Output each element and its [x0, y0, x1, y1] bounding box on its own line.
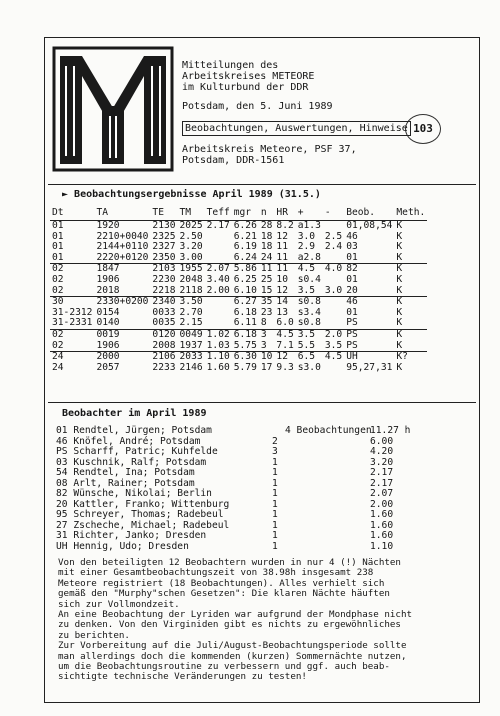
table-row: [50, 253, 427, 264]
table-cell: 3.50: [179, 296, 203, 308]
table-cell: [323, 363, 344, 374]
table-cell: 01: [346, 306, 358, 318]
observer-name: 08 Arlt, Rainer; Potsdam: [56, 477, 195, 489]
table-cell: a2.8: [297, 251, 321, 263]
table-cell: 6.11: [233, 317, 257, 329]
observer-count: 1: [272, 519, 278, 531]
table-cell: 35: [260, 296, 273, 308]
table-cell: 13: [276, 306, 288, 318]
table-cell: 6.10: [233, 284, 257, 296]
observer-name: 95 Schreyer, Thomas; Radebeul: [56, 509, 224, 520]
table-cell: 01: [52, 230, 64, 242]
table-cell: 2330+0200: [96, 296, 149, 308]
results-table: [50, 206, 427, 373]
table-cell: [323, 253, 344, 264]
observer-count: 2: [272, 435, 278, 447]
table-cell: 2230: [152, 273, 176, 285]
table-cell: 5.79: [233, 361, 257, 373]
table-cell: [205, 308, 232, 319]
table-cell: 3.5: [297, 284, 316, 296]
p3-line: man allerdings doch die kommenden (kurzen) Sommernächte nutzen,: [58, 650, 407, 662]
observer-hours: 11.27 h: [370, 425, 411, 436]
header-line-2: Arbeitskreises METEORE: [182, 71, 315, 82]
table-cell: 3: [260, 339, 267, 351]
observer-count: 1: [272, 509, 278, 520]
table-cell: [205, 242, 232, 253]
col-teff: Teff: [205, 206, 232, 221]
table-cell: 2130: [152, 220, 176, 231]
observer-hours: 2.07: [370, 488, 394, 499]
observer-name: 31 Richter, Janko; Dresden: [56, 530, 207, 541]
table-cell: 18: [260, 241, 273, 253]
table-cell: [205, 253, 232, 264]
observer-name: 82 Wünsche, Nikolai; Berlin: [56, 488, 212, 499]
table-cell: 3.0: [297, 230, 316, 242]
observer-hours: 4.20: [370, 446, 394, 457]
table-cell: 0120: [152, 328, 176, 340]
table-cell: 6.21: [233, 230, 257, 242]
table-cell: 24: [52, 361, 64, 373]
table-cell: 8: [260, 317, 267, 329]
col-beob: Beob.: [344, 206, 394, 221]
table-cell: 6.19: [233, 241, 257, 253]
table-cell: K: [396, 251, 403, 263]
table-cell: 0033: [152, 306, 176, 318]
table-cell: 6.25: [233, 273, 257, 285]
table-cell: 0049: [179, 328, 203, 340]
table-cell: [323, 308, 344, 319]
ak-meteore-logo: [52, 46, 174, 172]
table-cell: 02: [52, 263, 64, 275]
observer-count: 1: [272, 477, 278, 489]
col-plus: +: [296, 206, 323, 221]
table-cell: 2.17: [206, 220, 230, 231]
p1-line: mit einer Gesamtbeobachtungszeit von 38.98h insgesamt 238: [58, 567, 374, 579]
results-body: [50, 221, 427, 374]
table-cell: 3.5: [324, 339, 343, 351]
table-cell: 2220+0120: [96, 251, 149, 263]
table-cell: 2.00: [206, 284, 230, 296]
table-cell: 12: [276, 351, 288, 363]
table-cell: 25: [260, 273, 273, 285]
table-cell: 2327: [152, 241, 176, 253]
observer-count: 1: [272, 530, 278, 541]
table-cell: 0019: [96, 328, 120, 340]
table-cell: 15: [260, 284, 273, 296]
table-cell: 01: [52, 241, 64, 253]
table-cell: 12: [276, 230, 288, 242]
table-cell: 20: [346, 284, 358, 296]
table-cell: 11: [260, 263, 273, 275]
observer-name: 54 Rendtel, Ina; Potsdam: [56, 467, 195, 478]
table-cell: K: [396, 263, 403, 275]
table-cell: 2106: [152, 351, 176, 363]
observer-hours: 1.10: [370, 540, 394, 552]
table-cell: 2.50: [179, 230, 203, 242]
p1-line: Meteore registriert (18 Beobachtungen). Alles verhielt sich: [58, 577, 385, 589]
table-cell: K?: [396, 351, 408, 363]
table-cell: 2025: [179, 220, 203, 231]
results-title-text: Beobachtungsergebnisse April 1989 (31.5.): [74, 189, 321, 200]
observer-name: UH Hennig, Udo; Dresden: [56, 540, 189, 552]
table-cell: 14: [276, 296, 288, 308]
table-cell: 17: [260, 361, 273, 373]
table-cell: 2008: [152, 339, 176, 351]
col-meth: Meth.: [394, 206, 427, 221]
observer-hours: 6.00: [370, 435, 394, 447]
table-cell: 0140: [96, 317, 120, 329]
p1-line: sich zur Vollmondzeit.: [58, 598, 180, 610]
table-cell: 4.0: [324, 263, 343, 275]
header-address-2: Potsdam, DDR-1561: [182, 155, 285, 166]
observer-name: 03 Kuschnik, Ralf; Potsdam: [56, 456, 207, 468]
table-cell: 1847: [96, 263, 120, 275]
table-cell: s0.8: [297, 317, 321, 329]
table-cell: 31-2312: [52, 306, 93, 318]
table-cell: 23: [260, 306, 273, 318]
results-header-row: [50, 206, 427, 221]
table-cell: 2233: [152, 361, 176, 373]
observer-count: 3: [272, 446, 278, 457]
header-line-3: im Kulturbund der DDR: [182, 82, 309, 93]
p1-line: Von den beteiligten 12 Beobachtern wurden in nur 4 (!) Nächten: [58, 557, 401, 568]
p2-line: zu denken. Von den Virginiden gibt es nichts zu ergewöhnliches: [58, 619, 401, 631]
table-cell: K: [396, 317, 403, 329]
table-cell: 3.5: [297, 328, 316, 340]
table-cell: 3.20: [179, 241, 203, 253]
p1-line: gemäß den "Murphy"schen Gesetzen": Die klaren Nächte häuften: [58, 588, 390, 600]
table-row: [50, 329, 427, 340]
table-cell: 3.40: [206, 273, 230, 285]
observer-hours: 1.60: [370, 530, 394, 541]
table-cell: [323, 297, 344, 308]
table-cell: K: [396, 241, 403, 253]
table-cell: K: [396, 306, 403, 318]
p3-line: um die Beobachtungsroutine zu verbessern und ggf. auch beab-: [58, 661, 390, 673]
table-cell: 4.5: [276, 328, 294, 340]
table-cell: 95,27,31: [346, 361, 393, 373]
observer-count: 1: [272, 467, 278, 478]
table-cell: 2350: [152, 251, 176, 263]
observer-hours: 2.00: [370, 498, 394, 510]
table-cell: [205, 318, 232, 329]
table-cell: 1.02: [206, 328, 230, 340]
table-cell: 9.3: [276, 361, 294, 373]
table-cell: s0.8: [297, 296, 321, 308]
table-cell: 2146: [179, 361, 203, 373]
table-cell: 10: [276, 273, 288, 285]
table-cell: 1.03: [206, 339, 230, 351]
p3-line: Zur Vorbereitung auf die Juli/August-Beobachtungsperiode sollte: [58, 640, 407, 652]
col-tm: TM: [178, 206, 205, 221]
table-cell: 2118: [179, 284, 203, 296]
header-address-1: Arbeitskreis Meteore, PSF 37,: [182, 144, 357, 155]
table-cell: 6.24: [233, 251, 257, 263]
table-cell: 2.70: [179, 306, 203, 318]
observer-hours: 1.60: [370, 509, 394, 520]
table-cell: 1920: [96, 220, 120, 231]
table-cell: 02: [52, 339, 64, 351]
observer-hours: 2.17: [370, 477, 394, 489]
col-dt: Dt: [50, 206, 94, 221]
paragraph-1: [58, 558, 478, 683]
table-cell: 6.0: [276, 317, 294, 329]
table-cell: K: [396, 296, 403, 308]
table-cell: 2.15: [179, 317, 203, 329]
table-cell: 2.0: [324, 328, 343, 340]
table-cell: 01,08,54: [346, 220, 393, 231]
table-cell: 5.75: [233, 339, 257, 351]
table-cell: 2325: [152, 230, 176, 242]
table-row: [50, 275, 427, 286]
table-cell: 11: [276, 263, 288, 275]
observer-count-label: 4 Beobachtungen: [285, 425, 372, 436]
table-cell: 11: [276, 251, 288, 263]
table-cell: K: [396, 328, 403, 340]
table-cell: 01: [52, 220, 64, 231]
table-cell: 1955: [179, 263, 203, 275]
table-cell: K: [396, 220, 403, 231]
observer-hours: 3.20: [370, 456, 394, 468]
table-cell: 28: [260, 220, 273, 231]
table-cell: 2340: [152, 296, 176, 308]
table-cell: 4.5: [324, 351, 343, 363]
topics-box: Beobachtungen, Auswertungen, Hinweise: [182, 121, 411, 136]
table-cell: 2210+0040: [96, 230, 149, 242]
table-cell: a1.3: [297, 220, 321, 231]
table-cell: 6.5: [297, 351, 316, 363]
p2-line: zu berichten.: [58, 629, 130, 641]
table-cell: 0035: [152, 317, 176, 329]
table-cell: 6.26: [233, 220, 257, 231]
observer-name: 20 Kattler, Franko; Wittenburg: [56, 498, 230, 510]
table-cell: [205, 232, 232, 243]
table-cell: 2.5: [324, 230, 343, 242]
table-cell: [323, 275, 344, 286]
table-cell: 02: [52, 328, 64, 340]
table-cell: 1.60: [206, 361, 230, 373]
table-cell: 3.0: [324, 284, 343, 296]
table-cell: 01: [52, 251, 64, 263]
table-cell: 5.86: [233, 263, 257, 275]
observer-hours: 2.17: [370, 467, 394, 478]
observer-hours: 1.60: [370, 519, 394, 531]
table-cell: 8.2: [276, 220, 294, 231]
table-cell: 46: [346, 296, 358, 308]
table-cell: 1.10: [206, 351, 230, 363]
table-cell: 2103: [152, 263, 176, 275]
header-date: Potsdam, den 5. Juni 1989: [182, 101, 333, 112]
col-n: n: [259, 206, 275, 221]
table-cell: 3.00: [179, 251, 203, 263]
col-te: TE: [150, 206, 177, 221]
table-cell: 46: [346, 230, 358, 242]
table-cell: 31-2331: [52, 317, 93, 329]
table-cell: 01: [346, 273, 358, 285]
observer-name: 46 Knöfel, André; Potsdam: [56, 435, 201, 447]
observer-name: 01 Rendtel, Jürgen; Potsdam: [56, 425, 212, 436]
table-cell: PS: [346, 328, 358, 340]
table-cell: 11: [276, 241, 288, 253]
table-cell: K: [396, 273, 403, 285]
table-cell: PS: [346, 317, 358, 329]
rule-mid: [48, 402, 476, 403]
p2-line: An eine Beobachtung der Lyriden war aufgrund der Mondphase nicht: [58, 609, 413, 621]
header-line-1: Mitteilungen des: [182, 60, 279, 71]
table-cell: 6.27: [233, 296, 257, 308]
table-cell: 24: [52, 351, 64, 363]
table-row: [50, 318, 427, 329]
issue-seal: 103: [405, 114, 441, 144]
observers-title: Beobachter im April 1989: [62, 408, 207, 419]
table-cell: 03: [346, 241, 358, 253]
rule-top: [48, 184, 476, 185]
table-cell: 2.9: [297, 241, 316, 253]
table-cell: 02: [52, 273, 64, 285]
table-cell: K: [396, 230, 403, 242]
table-cell: s3.0: [297, 361, 321, 373]
table-cell: K: [396, 339, 403, 351]
results-title: ► Beobachtungsergebnisse April 1989 (31.5.): [62, 189, 321, 200]
table-cell: 1906: [96, 339, 120, 351]
table-row: [50, 286, 427, 297]
table-cell: PS: [346, 339, 358, 351]
table-cell: 1937: [179, 339, 203, 351]
table-cell: UH: [346, 351, 358, 363]
table-cell: 2048: [179, 273, 203, 285]
observer-count: 1: [272, 498, 278, 510]
table-cell: 2.07: [206, 263, 230, 275]
table-cell: 0154: [96, 306, 120, 318]
col-minus: -: [323, 206, 344, 221]
table-row: [50, 221, 427, 232]
p3-line: sichtigte technische Veränderungen zu testen!: [58, 671, 307, 683]
table-cell: [205, 297, 232, 308]
table-cell: 7.1: [276, 339, 294, 351]
table-row: [50, 341, 427, 352]
table-cell: 4.5: [297, 263, 316, 275]
header-topics: [182, 123, 411, 134]
table-cell: 6.18: [233, 306, 257, 318]
table-cell: 1906: [96, 273, 120, 285]
observer-count: 1: [272, 540, 278, 552]
table-cell: 2033: [179, 351, 203, 363]
observer-count: 1: [272, 456, 278, 468]
table-cell: 01: [346, 251, 358, 263]
table-cell: K: [396, 284, 403, 296]
table-cell: 6.30: [233, 351, 257, 363]
table-cell: s3.4: [297, 306, 321, 318]
table-cell: s0.4: [297, 273, 321, 285]
table-cell: 10: [260, 351, 273, 363]
table-cell: 2018: [96, 284, 120, 296]
table-cell: 2.4: [324, 241, 343, 253]
table-cell: 6.18: [233, 328, 257, 340]
table-cell: 2144+0110: [96, 241, 149, 253]
table-cell: [323, 318, 344, 329]
table-cell: 2000: [96, 351, 120, 363]
observer-count: 1: [272, 488, 278, 499]
table-cell: 82: [346, 263, 358, 275]
col-hr: HR: [274, 206, 295, 221]
observer-name: 27 Zscheche, Michael; Radebeul: [56, 519, 230, 531]
observer-name: PS Scharff, Patric; Kuhfelde: [56, 446, 218, 457]
col-mgr: mgr: [232, 206, 259, 221]
table-cell: 2057: [96, 361, 120, 373]
table-cell: 30: [52, 296, 64, 308]
table-row: [50, 363, 427, 374]
table-cell: 24: [260, 251, 273, 263]
table-cell: 5.5: [297, 339, 316, 351]
table-cell: K: [396, 361, 403, 373]
table-cell: 18: [260, 230, 273, 242]
table-cell: 12: [276, 284, 288, 296]
table-cell: 02: [52, 284, 64, 296]
table-cell: 2218: [152, 284, 176, 296]
table-cell: 3: [260, 328, 267, 340]
col-ta: TA: [94, 206, 150, 221]
table-cell: [323, 221, 344, 232]
